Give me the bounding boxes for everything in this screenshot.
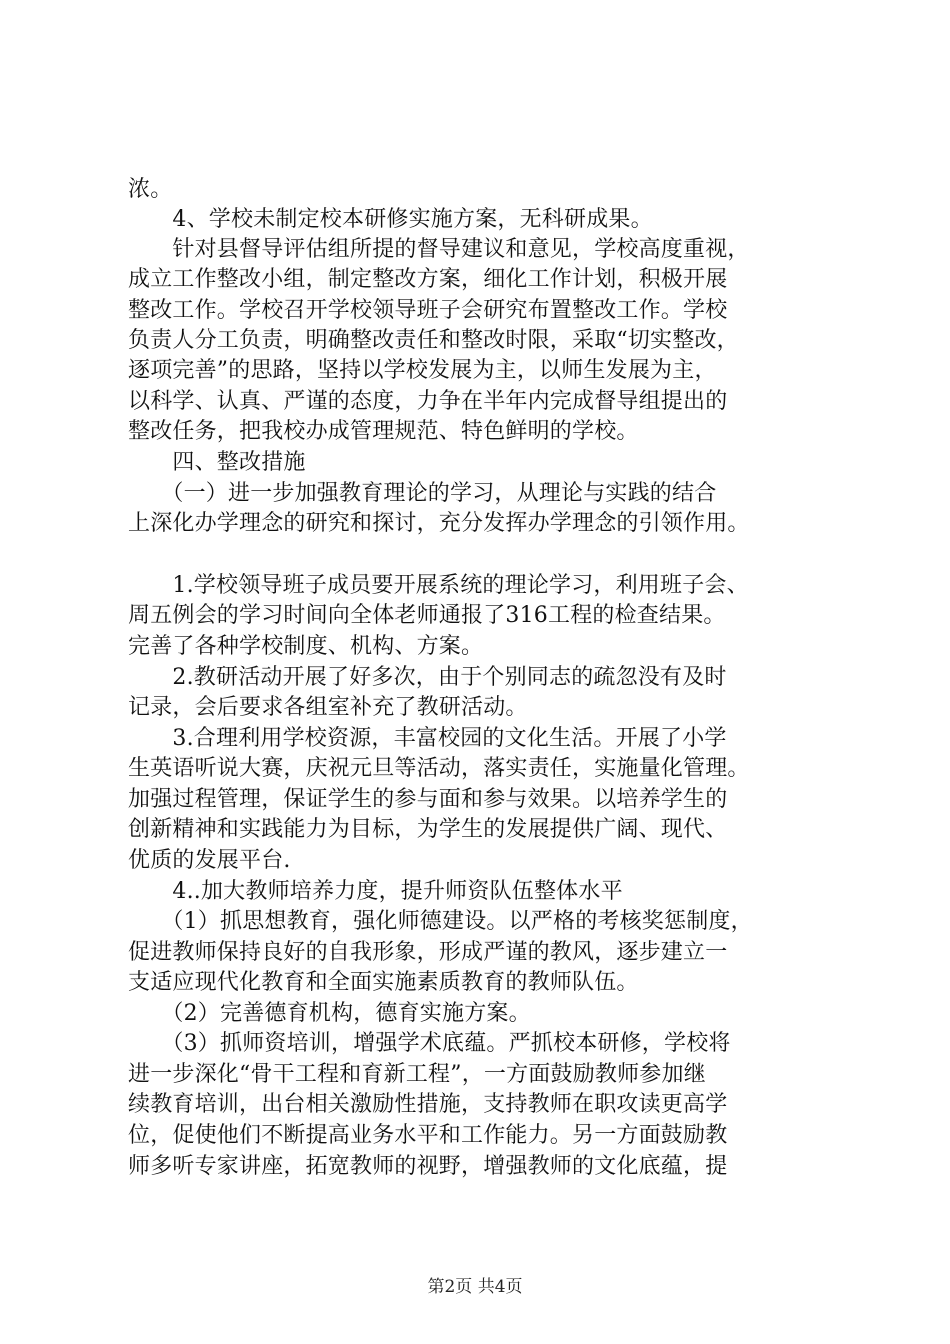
- text-line: 生英语听说大赛，庆祝元旦等活动，落实责任，实施量化管理。: [128, 756, 750, 781]
- text-line: 成立工作整改小组，制定整改方案，细化工作计划，积极开展: [128, 267, 728, 292]
- text-line: 2.教研活动开展了好多次，由于个别同志的疏忽没有及时: [128, 665, 727, 690]
- text-line: （2）完善德育机构，德育实施方案。: [128, 1001, 531, 1026]
- text-line: 整改任务，把我校办成管理规范、特色鲜明的学校。: [128, 419, 639, 444]
- text-line: （一）进一步加强教育理论的学习，从理论与实践的结合: [128, 481, 717, 506]
- text-line: 上深化办学理念的研究和探讨，充分发挥办学理念的引领作用。: [128, 511, 750, 536]
- text-line: 以科学、认真、严谨的态度，力争在半年内完成督导组提出的: [128, 389, 728, 414]
- section-heading: 四、整改措施: [128, 450, 306, 475]
- text-line: 1.学校领导班子成员要开展系统的理论学习，利用班子会、: [128, 573, 749, 598]
- text-line: 创新精神和实践能力为目标，为学生的发展提供广阔、现代、: [128, 817, 728, 842]
- text-line: 促进教师保持良好的自我形象，形成严谨的教风，逐步建立一: [128, 940, 728, 965]
- text-line: 4..加大教师培养力度，提升师资队伍整体水平: [128, 879, 623, 904]
- text-line: 3.合理利用学校资源，丰富校园的文化生活。开展了小学: [128, 726, 727, 751]
- text-line: 周五例会的学习时间向全体老师通报了316工程的检查结果。: [128, 603, 726, 628]
- text-line: 加强过程管理，保证学生的参与面和参与效果。以培养学生的: [128, 787, 728, 812]
- text-line: 浓。: [128, 177, 173, 202]
- text-line: 位，促使他们不断提高业务水平和工作能力。另一方面鼓励教: [128, 1123, 728, 1148]
- page-footer: 第2页 共4页: [427, 1277, 523, 1297]
- text-line: （1）抓思想教育，强化师德建设。以严格的考核奖惩制度，: [128, 909, 753, 934]
- text-line: 优质的发展平台.: [128, 848, 291, 873]
- text-line: 进一步深化“骨干工程和育新工程”，一方面鼓励教师参加继: [128, 1062, 706, 1087]
- text-line: 支适应现代化教育和全面实施素质教育的教师队伍。: [128, 970, 639, 995]
- text-line: 针对县督导评估组所提的督导建议和意见，学校高度重视，: [128, 237, 750, 262]
- text-line: 4、学校未制定校本研修实施方案，无科研成果。: [128, 207, 653, 232]
- text-line: 续教育培训，出台相关激励性措施，支持教师在职攻读更高学: [128, 1092, 728, 1117]
- text-line: 师多听专家讲座，拓宽教师的视野，增强教师的文化底蕴，提: [128, 1154, 728, 1179]
- text-line: 逐项完善”的思路，坚持以学校发展为主，以师生发展为主，: [128, 358, 717, 383]
- text-line: 整改工作。学校召开学校领导班子会研究布置整改工作。学校: [128, 298, 728, 323]
- text-line: （3）抓师资培训，增强学术底蕴。严抓校本研修，学校将: [128, 1031, 731, 1056]
- text-line: 负责人分工负责，明确整改责任和整改时限，采取“切实整改，: [128, 328, 739, 353]
- text-line: 完善了各种学校制度、机构、方案。: [128, 634, 484, 659]
- text-line: 记录，会后要求各组室补充了教研活动。: [128, 695, 528, 720]
